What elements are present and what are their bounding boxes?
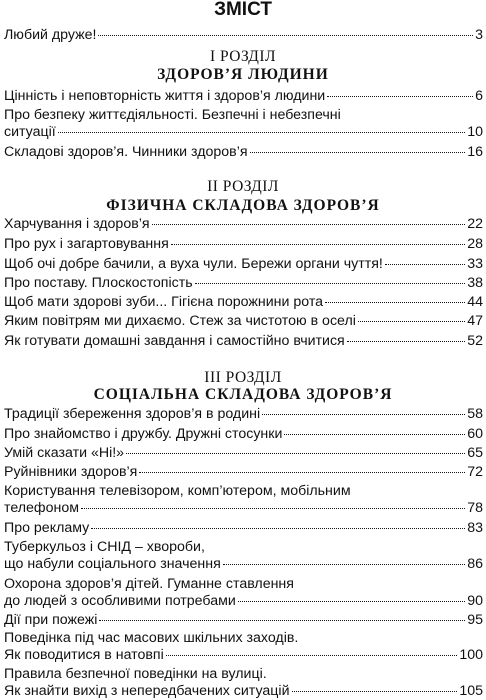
dot-leader xyxy=(99,619,465,621)
entry-page: 38 xyxy=(467,275,483,291)
section-1-number: І РОЗДІЛ xyxy=(209,48,277,65)
entry-text-line1: Користування телевізором, комп’ютером, мобільним xyxy=(4,483,351,499)
entry-text: що набули соціального значення xyxy=(4,556,221,572)
dot-leader xyxy=(284,433,465,435)
dot-leader xyxy=(238,600,465,602)
toc-entry[interactable] xyxy=(4,445,483,462)
toc-entry[interactable] xyxy=(4,406,483,423)
entry-page: 105 xyxy=(459,683,483,699)
entry-page: 78 xyxy=(467,500,483,516)
dot-leader xyxy=(91,527,465,529)
entry-text: Руйнівники здоров’я xyxy=(4,464,138,480)
dot-leader xyxy=(98,34,473,36)
entry-page: 86 xyxy=(467,556,483,572)
entry-page: 100 xyxy=(459,647,483,663)
toc-entry[interactable] xyxy=(4,483,483,517)
entry-page: 28 xyxy=(467,236,483,252)
entry-text: Цінність і неповторність життя і здоров’я людини xyxy=(4,88,326,104)
entry-page: 16 xyxy=(467,144,483,160)
entry-text: Яким повітрям ми дихаємо. Стеж за чистотою в оселі xyxy=(4,313,356,329)
dot-leader xyxy=(223,563,465,565)
toc-entry[interactable] xyxy=(4,88,483,105)
entry-text-line1: Поведінка під час масових шкільних заходів. xyxy=(4,630,299,646)
dot-leader xyxy=(347,340,465,342)
dot-leader xyxy=(262,413,465,415)
entry-text-line1: Туберкульоз і СНІД – хвороби, xyxy=(4,539,205,555)
toc-entry[interactable] xyxy=(4,333,483,350)
toc-entry[interactable] xyxy=(4,216,483,233)
toc-entry[interactable] xyxy=(4,236,483,253)
entry-text: Складові здоров’я. Чинники здоров’я xyxy=(4,144,248,160)
toc-entry[interactable] xyxy=(4,426,483,443)
entry-page: 3 xyxy=(475,27,483,43)
toc-entry[interactable] xyxy=(4,313,483,330)
toc-heading: ЗМІСТ xyxy=(214,0,272,20)
entry-text: ситуації xyxy=(4,124,56,140)
dot-leader xyxy=(139,471,465,473)
section-2-number: ІІ РОЗДІЛ xyxy=(207,178,279,195)
entry-text: Харчування і здоров’я xyxy=(4,216,150,232)
entry-page: 58 xyxy=(467,406,483,422)
toc-entry[interactable] xyxy=(4,256,483,273)
entry-page: 65 xyxy=(467,445,483,461)
toc-entry[interactable] xyxy=(4,630,483,664)
section-2-title: ФІЗИЧНА СКЛАДОВА ЗДОРОВ’Я xyxy=(106,197,380,214)
entry-text: Дії при пожежі xyxy=(4,612,98,628)
entry-page: 72 xyxy=(467,464,483,480)
entry-page: 44 xyxy=(467,294,483,310)
dot-leader xyxy=(327,95,473,97)
dot-leader xyxy=(81,507,465,509)
entry-page: 90 xyxy=(467,593,483,609)
entry-text: Щоб мати здорові зуби... Гігієна порожнини рота xyxy=(4,294,324,310)
toc-entry[interactable] xyxy=(4,275,483,292)
toc-entry[interactable] xyxy=(4,576,483,610)
entry-text: Любий друже! xyxy=(4,27,97,43)
entry-text: Про поставу. Плоскостопість xyxy=(4,275,193,291)
entry-text-line1: Про безпеку життєдіяльності. Безпечні і небезпечні xyxy=(4,107,341,123)
entry-text: телефоном xyxy=(4,500,79,516)
entry-text: Про рух і загартовування xyxy=(4,236,169,252)
entry-page: 95 xyxy=(467,612,483,628)
entry-text-line1: Охорона здоров’я дітей. Гуманне ставлення xyxy=(4,576,294,592)
entry-text: Про знайомство і дружбу. Дружні стосунки xyxy=(4,426,283,442)
entry-page: 22 xyxy=(467,216,483,232)
entry-text: до людей з особливими потребами xyxy=(4,593,236,609)
toc-entry-intro[interactable] xyxy=(4,27,483,44)
entry-page: 52 xyxy=(467,333,483,349)
entry-page: 33 xyxy=(467,256,483,272)
entry-page: 10 xyxy=(467,124,483,140)
dot-leader xyxy=(292,690,458,692)
entry-page: 6 xyxy=(475,88,483,104)
dot-leader xyxy=(166,654,458,656)
dot-leader xyxy=(195,282,466,284)
toc-entry[interactable] xyxy=(4,464,483,481)
entry-text: Умій сказати «Ні!» xyxy=(4,445,125,461)
entry-text: Як знайти вихід з непередбачених ситуацій xyxy=(4,683,290,699)
section-1-title: ЗДОРОВ’Я ЛЮДИНИ xyxy=(157,66,329,83)
section-3-number: ІІІ РОЗДІЛ xyxy=(204,369,282,386)
entry-text: Про рекламу xyxy=(4,520,90,536)
section-3-title: СОЦІАЛЬНА СКЛАДОВА ЗДОРОВ’Я xyxy=(93,386,393,403)
entry-text: Щоб очі добре бачили, а вуха чули. Бережи органи чуття! xyxy=(4,256,383,272)
dot-leader xyxy=(58,131,465,133)
dot-leader xyxy=(126,452,465,454)
entry-page: 60 xyxy=(467,426,483,442)
toc-entry[interactable] xyxy=(4,520,483,537)
dot-leader xyxy=(358,320,465,322)
dot-leader xyxy=(325,301,465,303)
entry-page: 47 xyxy=(467,313,483,329)
dot-leader xyxy=(385,263,465,265)
toc-entry[interactable] xyxy=(4,666,483,700)
entry-text: Традиції збереження здоров’я в родині xyxy=(4,406,261,422)
toc-entry[interactable] xyxy=(4,612,483,629)
dot-leader xyxy=(250,151,466,153)
entry-page: 83 xyxy=(467,520,483,536)
entry-text: Як готувати домашні завдання і самостійно вчитися xyxy=(4,333,345,349)
dot-leader xyxy=(152,223,466,225)
dot-leader xyxy=(171,243,465,245)
toc-entry[interactable] xyxy=(4,144,483,161)
toc-entry[interactable] xyxy=(4,539,483,573)
toc-entry[interactable] xyxy=(4,294,483,311)
entry-text: Як поводитися в натовпі xyxy=(4,647,164,663)
entry-text-line1: Правила безпечної поведінки на вулиці. xyxy=(4,666,267,682)
toc-entry[interactable] xyxy=(4,107,483,141)
